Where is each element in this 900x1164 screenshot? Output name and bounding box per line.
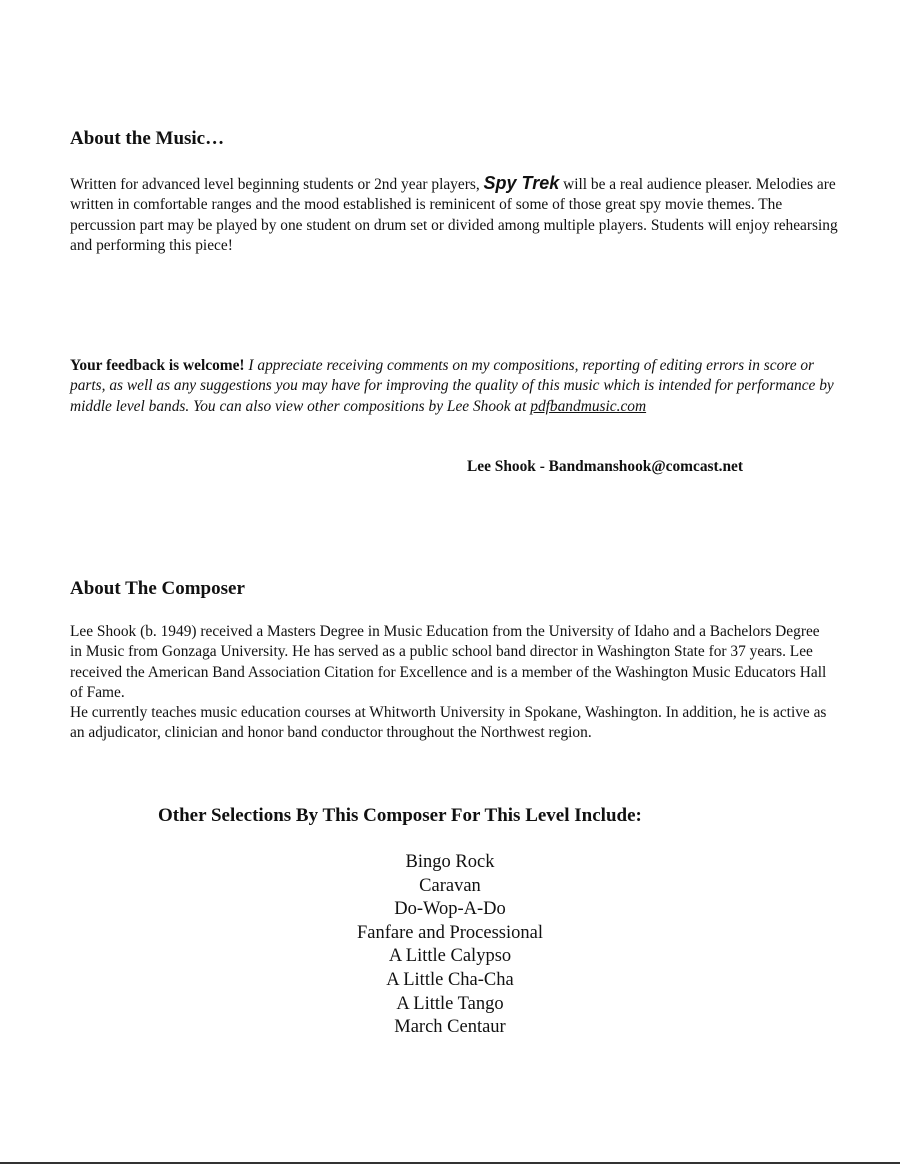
- about-music-paragraph: [70, 173, 840, 256]
- about-composer-heading: About The Composer: [70, 578, 245, 599]
- about-music-text-end: will be a real audience pleaser. Melodies are written in comfortable ranges and the mood established is reminicent of some of those great spy movie themes. The percussion part may be played by one student on drum set or divided among multiple players. Students will enjoy rehearsing and performing this piece!: [70, 176, 838, 254]
- selection-item: Fanfare and Processional: [357, 922, 543, 943]
- other-selections-list: [250, 851, 650, 1040]
- piece-title: Spy Trek: [483, 173, 560, 193]
- composer-bio: [70, 622, 835, 744]
- composer-signature: Lee Shook - Bandmanshook@comcast.net: [467, 458, 743, 475]
- selection-item: Bingo Rock: [405, 852, 495, 872]
- selection-item: Caravan: [419, 875, 481, 896]
- feedback-paragraph: [70, 356, 835, 417]
- website-link[interactable]: pdfbandmusic.com: [530, 397, 647, 415]
- about-music-text-start: Written for advanced level beginning students or 2nd year players,: [70, 176, 484, 193]
- other-selections-heading: Other Selections By This Composer For This Level Include:: [158, 805, 642, 826]
- selection-item: A Little Cha-Cha: [386, 969, 514, 990]
- selection-item: March Centaur: [394, 1017, 506, 1038]
- feedback-lead: Your feedback is welcome!: [70, 357, 245, 374]
- composer-bio-paragraph-1: Lee Shook (b. 1949) received a Masters Degree in Music Education from the University of Idaho and a Bachelors Degree in Music from Gonzaga University. He has served as a public school band director in Washington State for 37 years. Lee received the American Band Association Citation for Excellence and is a member of the Washington Music Educators Hall of Fame.: [70, 623, 827, 701]
- selection-item: A Little Tango: [396, 993, 504, 1014]
- selection-item: Do-Wop-A-Do: [394, 899, 506, 920]
- feedback-body: I appreciate receiving comments on my compositions, reporting of editing errors in score or parts, as well as any suggestions you may have for improving the quality of this music which is intended for performance by middle level bands. You can also view other compositions by Lee Shook at: [70, 357, 834, 415]
- about-music-heading: About the Music…: [70, 128, 225, 149]
- composer-bio-paragraph-2: He currently teaches music education courses at Whitworth University in Spokane, Washington. In addition, he is active as an adjudicator, clinician and honor band conductor throughout the Northwest region.: [70, 704, 827, 742]
- selection-item: A Little Calypso: [388, 946, 512, 967]
